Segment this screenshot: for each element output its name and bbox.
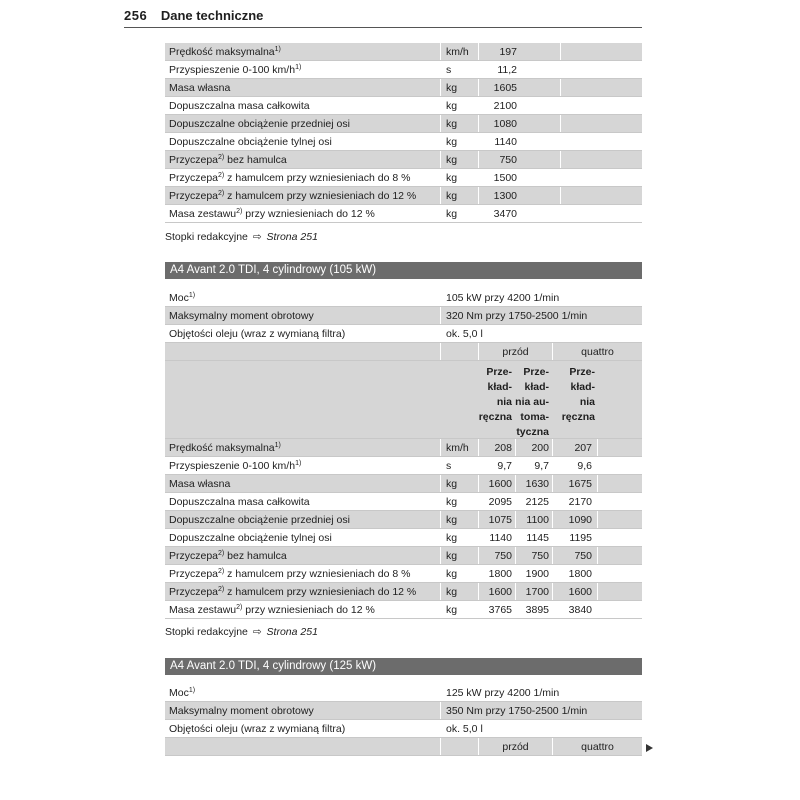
spec-row [165,133,642,151]
spec-value: 1195 [552,529,597,546]
spec-unit: kg [440,115,478,132]
page-title: Dane techniczne [160,8,264,23]
footnote-link-1[interactable] [165,231,318,243]
spec-value: 2095 [478,493,515,510]
spec-unit: kg [440,133,478,150]
spec-value [478,169,560,186]
spec-value [560,205,642,222]
spec-rows-105kw [165,439,642,619]
spec-value [478,79,560,96]
spec-table-105kw [165,289,642,619]
spec-row [165,79,642,97]
link-arrow-icon: ⇨ [252,626,262,638]
spec-value: 208 [478,439,515,456]
spec-label: Przyczepa$^{2)}$ bez hamulca [169,154,287,166]
spec-row [165,529,642,547]
drive-header-row [165,343,642,361]
spec-label: Przyspieszenie 0-100 $km/h^{1)}$ [169,460,302,472]
spec-value [478,97,560,114]
footnote-page-link[interactable]: Strona 251 [266,231,318,243]
spec-value [478,187,560,204]
spec-value: 1075 [478,511,515,528]
spec-row-oil [165,720,642,738]
spec-value: 2170 [552,493,597,510]
transmission-header-row [165,361,642,439]
spec-value [478,43,560,60]
spec-label: Moc$^{1)}$ [169,687,196,699]
drive-front-header: przód [478,343,552,360]
drive-quattro-header: quattro [552,343,642,360]
spec-label: Masa zestawu$^{2)}$ przy wzniesieniach do 12 % [169,604,375,616]
spec-label: Dopuszczalne obciążenie przedniej osi [169,514,350,526]
spec-table-125kw [165,684,642,756]
spec-value: 105 kW przy 4200 1/min [440,289,642,306]
transmission-auto-front: Prze- kład- nia au- toma- tyczna [515,366,549,438]
spec-value: 1090 [552,511,597,528]
spec-row [165,493,642,511]
spec-unit: kg [440,529,478,546]
spec-value: 207 [552,439,597,456]
spec-value: 200 [515,439,552,456]
spec-value: 1140 [478,529,515,546]
spec-value: 3765 [478,601,515,618]
spec-value: 750 [552,547,597,564]
spec-label: Dopuszczalna masa całkowita [169,496,310,508]
spec-unit: s [440,61,478,78]
spec-label: Maksymalny moment obrotowy [169,310,314,322]
spec-value [478,205,560,222]
section-title-105kw: A4 Avant 2.0 TDI, 4 cylindrowy (105 kW) [165,262,642,279]
spec-value [560,61,642,78]
spec-value: ok. 5,0 l [440,325,642,342]
next-page-arrow-icon[interactable] [646,744,653,752]
spec-value [478,133,560,150]
spec-value: 1080 [478,115,520,132]
spec-value: 1145 [515,529,552,546]
spec-value [478,151,560,168]
spec-value: 9,7 [515,457,552,474]
spec-unit: kg [440,547,478,564]
spec-value [560,97,642,114]
page-number: 256 [124,8,148,23]
spec-value [560,169,642,186]
spec-unit: kg [440,97,478,114]
spec-value: 197 [478,43,520,60]
link-arrow-icon: ⇨ [252,231,262,243]
spec-label: Przyczepa$^{2)}$ z hamulcem przy wzniesieniach do 8 % [169,568,411,580]
spec-value: 1500 [478,169,520,186]
spec-row [165,43,642,61]
spec-value: 750 [515,547,552,564]
spec-value [560,79,642,96]
spec-value: ok. 5,0 l [440,720,642,737]
drive-header-row [165,738,642,756]
spec-unit: kg [440,205,478,222]
spec-row [165,187,642,205]
spec-label: Masa własna [169,478,231,490]
spec-unit: kg [440,601,478,618]
spec-row [165,61,642,79]
spec-label: Dopuszczalne obciążenie tylnej osi [169,136,332,148]
spec-row [165,583,642,601]
spec-unit: s [440,457,478,474]
spec-unit: kg [440,565,478,582]
spec-row [165,97,642,115]
spec-label: Dopuszczalne obciążenie tylnej osi [169,532,332,544]
spec-value: 11,2 [478,61,520,78]
spec-value [560,151,642,168]
spec-label: Prędkość maksymalna$^{1)}$ [169,442,281,454]
page-header [124,8,263,28]
drive-front-header: przód [478,738,552,755]
spec-row [165,565,642,583]
spec-value: 1800 [552,565,597,582]
spec-value: 1630 [515,475,552,492]
spec-value: 1140 [478,133,520,150]
spec-value: 9,6 [552,457,597,474]
spec-row [165,475,642,493]
spec-value: 1300 [478,187,520,204]
spec-value: 1600 [478,475,515,492]
footnote-page-link[interactable]: Strona 251 [266,626,318,638]
spec-value: 1700 [515,583,552,600]
spec-label: Objętości oleju (wraz z wymianą filtra) [169,328,346,340]
spec-unit: kg [440,151,478,168]
spec-value [560,43,642,60]
spec-unit: km/h [440,43,478,60]
drive-quattro-header: quattro [552,738,642,755]
header-rule [124,27,642,28]
section-title-125kw: A4 Avant 2.0 TDI, 4 cylindrowy (125 kW) [165,658,642,675]
spec-unit: kg [440,493,478,510]
spec-value: 1900 [515,565,552,582]
spec-label: Prędkość maksymalna$^{1)}$ [169,46,281,58]
spec-unit: kg [440,583,478,600]
spec-label: Przyczepa$^{2)}$ z hamulcem przy wzniesieniach do 12 % [169,190,417,202]
footnote-prefix: Stopki redakcyjne [165,231,248,243]
spec-value: 125 kW przy 4200 1/min [440,684,642,701]
spec-value [560,115,642,132]
spec-row [165,457,642,475]
spec-row-torque [165,702,642,720]
spec-row-power [165,289,642,307]
spec-value: 2100 [478,97,520,114]
spec-row [165,115,642,133]
spec-value: 3895 [515,601,552,618]
spec-unit: kg [440,187,478,204]
spec-row [165,511,642,529]
spec-value [560,133,642,150]
spec-value: 1600 [478,583,515,600]
spec-label: Przyspieszenie 0-100 $km/h^{1)}$ [169,64,302,76]
spec-value: 1675 [552,475,597,492]
spec-row [165,439,642,457]
spec-row-torque [165,307,642,325]
spec-value [560,187,642,204]
transmission-manual-front: Prze- kład- nia ręczna [478,366,512,423]
spec-value: 3840 [552,601,597,618]
spec-row-power [165,684,642,702]
footnote-prefix: Stopki redakcyjne [165,626,248,638]
spec-value: 350 Nm przy 1750-2500 1/min [440,702,642,719]
spec-row-oil [165,325,642,343]
spec-row [165,601,642,619]
footnote-link-2[interactable] [165,626,318,638]
spec-label: Maksymalny moment obrotowy [169,705,314,717]
spec-value: 2125 [515,493,552,510]
spec-value [478,115,560,132]
spec-row [165,205,642,223]
spec-value: 9,7 [478,457,515,474]
spec-unit: km/h [440,439,478,456]
spec-label: Przyczepa$^{2)}$ z hamulcem przy wzniesieniach do 8 % [169,172,411,184]
spec-value: 1600 [552,583,597,600]
spec-label: Masa zestawu$^{2)}$ przy wzniesieniach do 12 % [169,208,375,220]
spec-table-continued [165,43,642,223]
spec-row [165,151,642,169]
spec-label: Przyczepa$^{2)}$ bez hamulca [169,550,287,562]
spec-unit: kg [440,79,478,96]
spec-value: 3470 [478,205,520,222]
spec-value: 320 Nm przy 1750-2500 1/min [440,307,642,324]
transmission-manual-quattro: Prze- kład- nia ręczna [561,366,595,423]
spec-value: 750 [478,151,520,168]
spec-label: Przyczepa$^{2)}$ z hamulcem przy wzniesieniach do 12 % [169,586,417,598]
spec-row [165,169,642,187]
spec-label: Dopuszczalne obciążenie przedniej osi [169,118,350,130]
spec-label: Objętości oleju (wraz z wymianą filtra) [169,723,346,735]
spec-value [478,61,560,78]
spec-value: 750 [478,547,515,564]
spec-label: Dopuszczalna masa całkowita [169,100,310,112]
spec-label: Masa własna [169,82,231,94]
spec-unit: kg [440,511,478,528]
spec-unit: kg [440,169,478,186]
spec-row [165,547,642,565]
spec-label: Moc$^{1)}$ [169,292,196,304]
spec-value: 1605 [478,79,520,96]
spec-value: 1100 [515,511,552,528]
spec-unit: kg [440,475,478,492]
spec-value: 1800 [478,565,515,582]
